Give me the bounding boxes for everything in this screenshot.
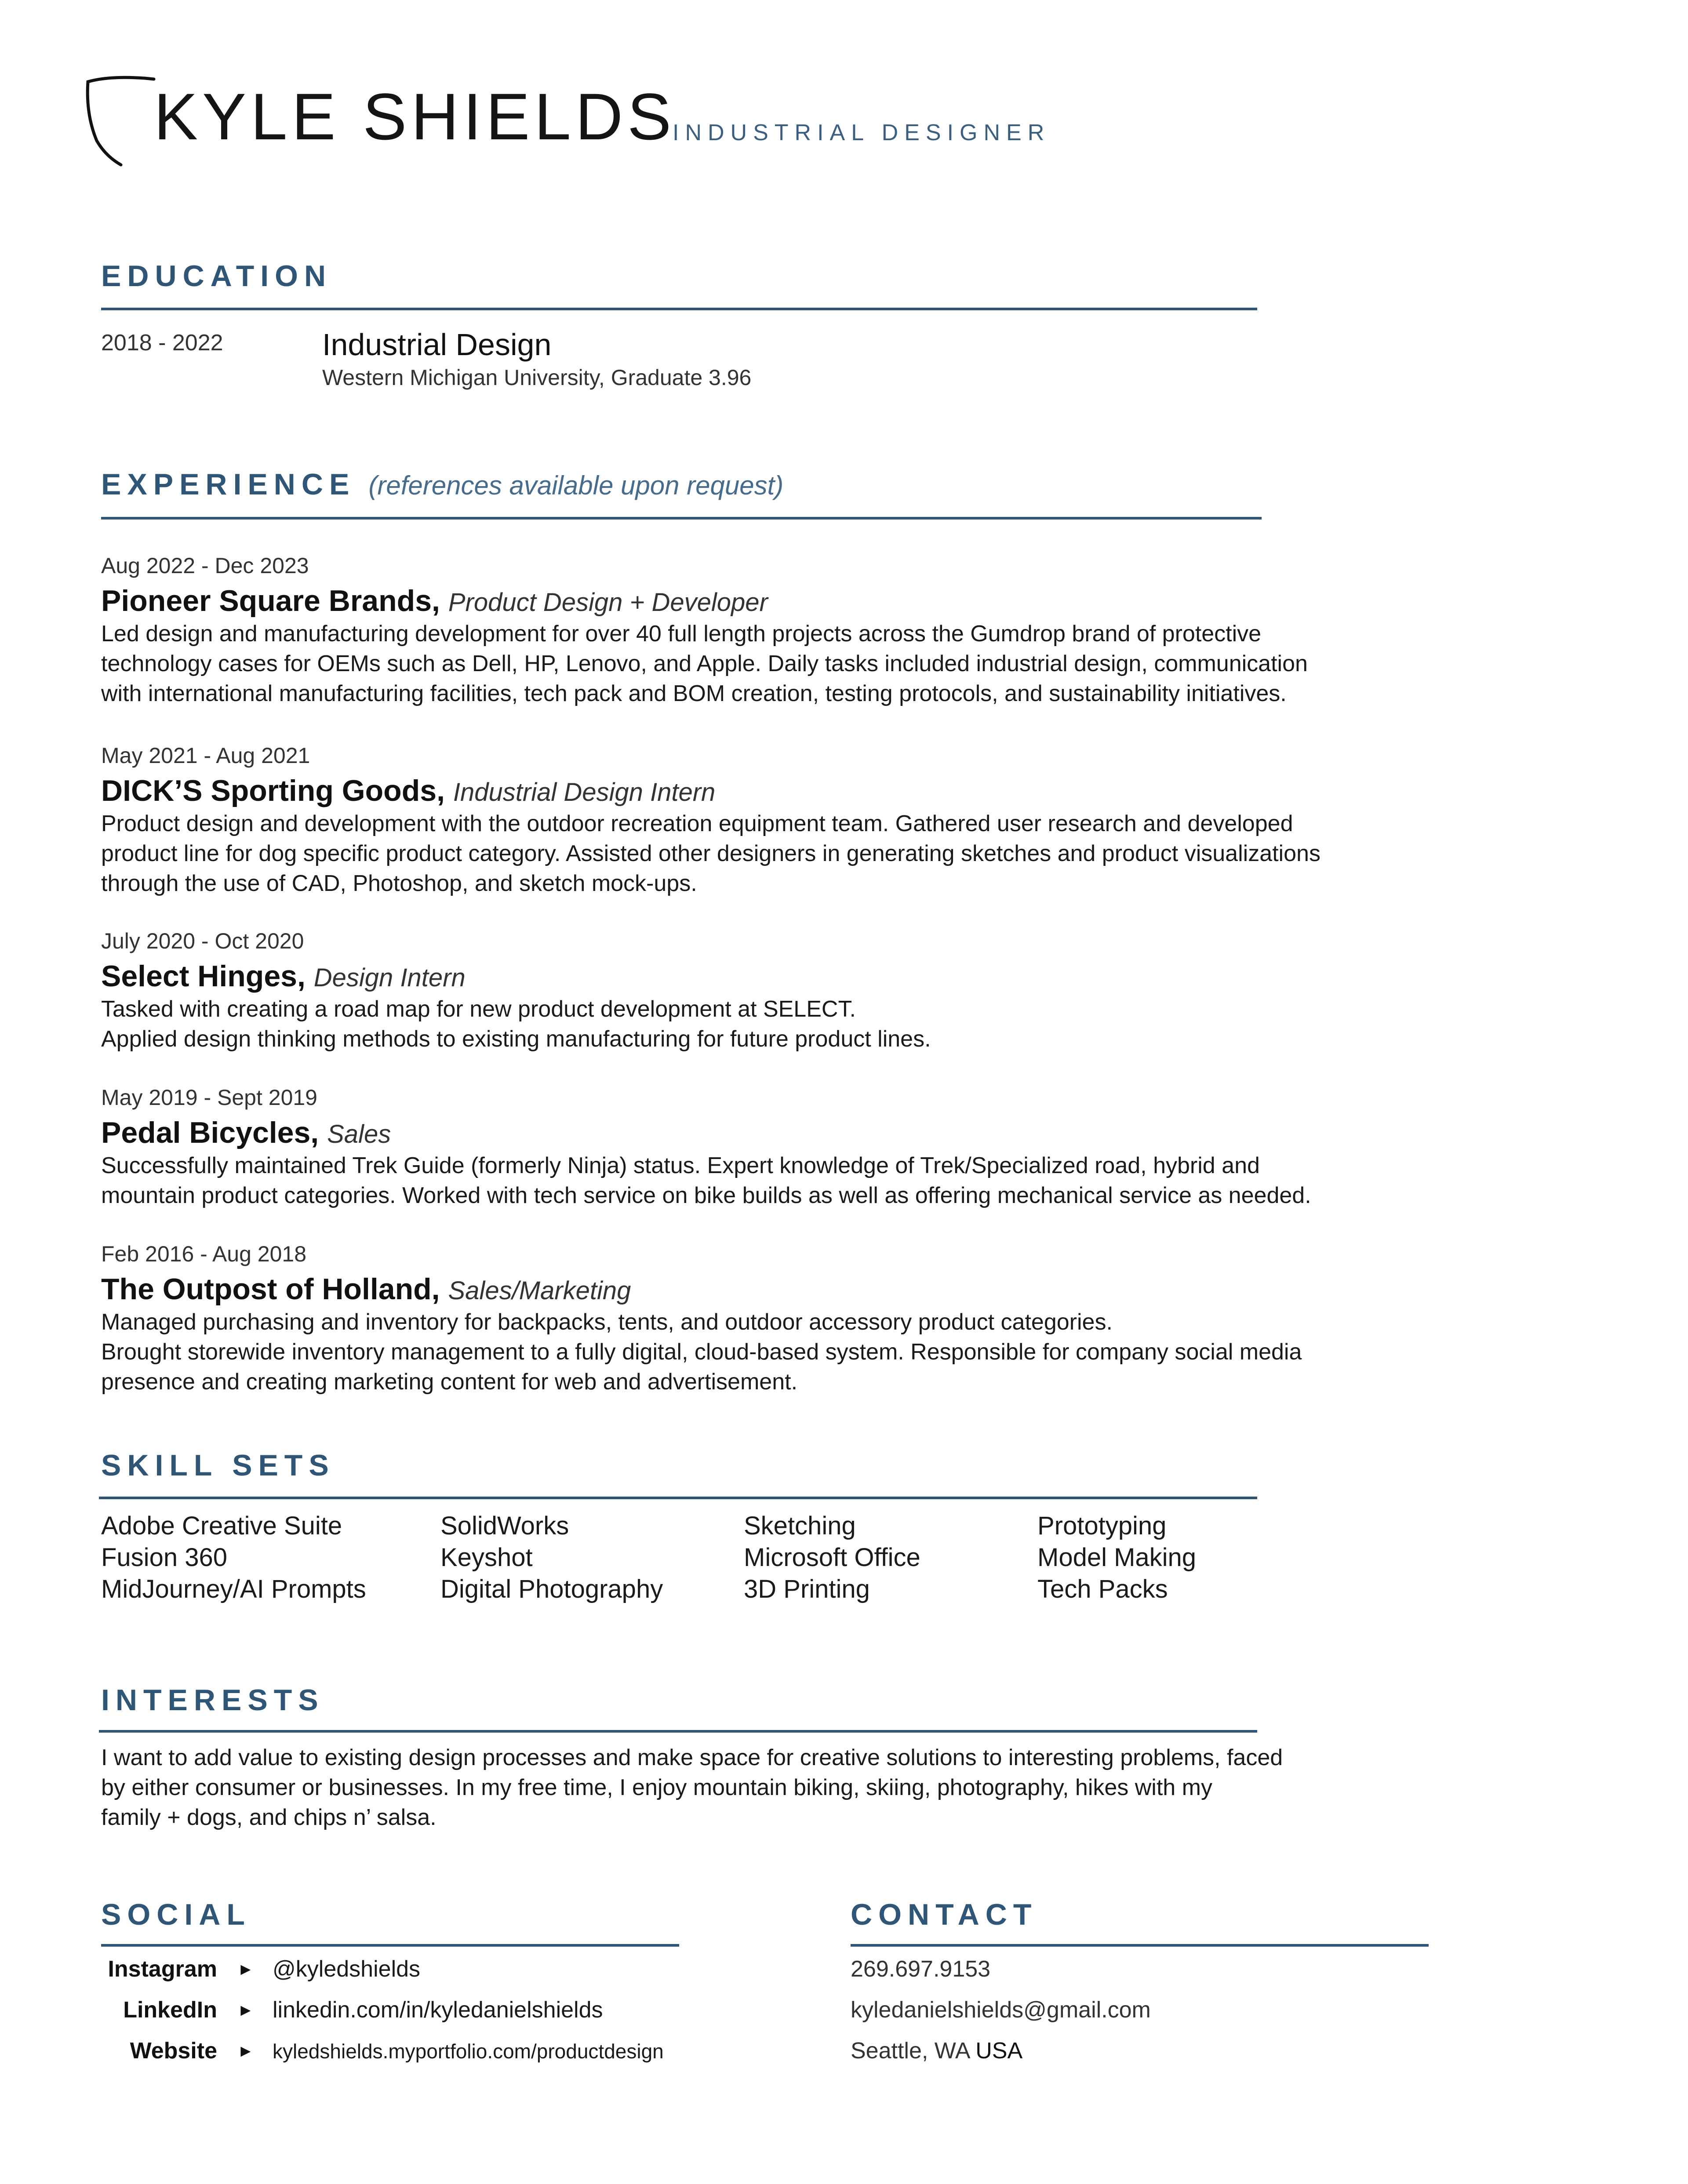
- job-company: The Outpost of Holland,: [101, 1272, 440, 1306]
- skill-item: 3D Printing: [744, 1575, 870, 1603]
- contact-heading: CONTACT: [851, 1898, 1038, 1931]
- job-description-line: Tasked with creating a road map for new product development at SELECT.: [101, 996, 856, 1022]
- contact-phone[interactable]: 269.697.9153: [851, 1956, 991, 1982]
- skills-divider: [99, 1497, 1257, 1499]
- social-link-instagram[interactable]: @kyledshields: [273, 1956, 421, 1982]
- contact-email[interactable]: kyledanielshields@gmail.com: [851, 1997, 1151, 2023]
- job-company: DICK’S Sporting Goods,: [101, 774, 445, 807]
- skill-item: MidJourney/AI Prompts: [101, 1575, 366, 1603]
- job-company: Pedal Bicycles,: [101, 1116, 319, 1149]
- job-description-line: Successfully maintained Trek Guide (formerly Ninja) status. Expert knowledge of Trek/Specialized road, hybrid and: [101, 1153, 1260, 1178]
- interests-line: I want to add value to existing design processes and make space for creative solutions to interesting problems, faced: [101, 1745, 1283, 1770]
- job-dates: May 2019 - Sept 2019: [101, 1085, 317, 1110]
- education-degree: Industrial Design: [322, 327, 552, 362]
- job-description-line: product line for dog specific product category. Assisted other designers in generating sketches and product visualizations: [101, 841, 1321, 866]
- skills-column: [440, 1510, 663, 1605]
- education-divider: [101, 308, 1257, 310]
- social-heading: SOCIAL: [101, 1898, 251, 1931]
- social-link-website[interactable]: kyledshields.myportfolio.com/productdesign: [273, 2040, 664, 2063]
- education-dates: 2018 - 2022: [101, 330, 223, 356]
- skills-heading: SKILL SETS: [101, 1449, 335, 1482]
- contact-country: USA: [975, 2038, 1023, 2064]
- job-description: [101, 1151, 1508, 1210]
- job-description: [101, 994, 1508, 1054]
- skill-item: SolidWorks: [440, 1512, 569, 1540]
- interests-line: by either consumer or businesses. In my free time, I enjoy mountain biking, skiing, photography, hikes with my: [101, 1775, 1212, 1800]
- job-role: Sales/Marketing: [448, 1276, 631, 1305]
- interests-text: [101, 1743, 1283, 1832]
- job-title: [101, 959, 466, 993]
- skill-item: Microsoft Office: [744, 1543, 920, 1572]
- arrow-right-icon: ►: [237, 2001, 254, 2020]
- skill-item: Adobe Creative Suite: [101, 1512, 342, 1540]
- job-dates: Aug 2022 - Dec 2023: [101, 553, 309, 578]
- social-label-linkedin: LinkedIn: [123, 1997, 217, 2023]
- skill-item: Digital Photography: [440, 1575, 663, 1603]
- resume-subtitle: INDUSTRIAL DESIGNER: [673, 120, 1051, 145]
- contact-location: [851, 2038, 1022, 2064]
- experience-divider: [101, 517, 1262, 520]
- arrow-right-icon: ►: [237, 2042, 254, 2060]
- job-role: Sales: [327, 1120, 391, 1148]
- experience-heading-text: EXPERIENCE: [101, 468, 356, 501]
- job-dates: Feb 2016 - Aug 2018: [101, 1242, 307, 1266]
- experience-note: (references available upon request): [368, 471, 784, 500]
- job-description-line: Applied design thinking methods to existing manufacturing for future product lines.: [101, 1026, 931, 1052]
- skills-column: [1037, 1510, 1196, 1605]
- job-dates: May 2021 - Aug 2021: [101, 743, 310, 768]
- social-label-instagram: Instagram: [108, 1956, 217, 1982]
- job-description-line: mountain product categories. Worked with tech service on bike builds as well as offering mechanical service as needed.: [101, 1183, 1311, 1208]
- job-description-line: Brought storewide inventory management to a fully digital, cloud-based system. Responsible for company social media: [101, 1339, 1302, 1365]
- education-school: Western Michigan University, Graduate 3.96: [322, 365, 752, 390]
- job-description-line: technology cases for OEMs such as Dell, HP, Lenovo, and Apple. Daily tasks included industrial design, communication: [101, 651, 1308, 676]
- job-title: [101, 774, 715, 808]
- interests-line: family + dogs, and chips n’ salsa.: [101, 1805, 437, 1830]
- job-role: Product Design + Developer: [448, 588, 768, 617]
- job-company: Select Hinges,: [101, 959, 306, 993]
- skill-item: Prototyping: [1037, 1512, 1167, 1540]
- job-description-line: Led design and manufacturing development for over 40 full length projects across the Gumdrop brand of protective: [101, 621, 1262, 647]
- skill-item: Fusion 360: [101, 1543, 227, 1572]
- arrow-right-icon: ►: [237, 1960, 254, 1979]
- social-link-linkedin[interactable]: linkedin.com/in/kyledanielshields: [273, 1997, 603, 2023]
- experience-heading: [101, 469, 783, 499]
- job-role: Industrial Design Intern: [453, 778, 716, 807]
- job-description: [101, 619, 1508, 709]
- skill-item: Model Making: [1037, 1543, 1197, 1572]
- job-company: Pioneer Square Brands,: [101, 584, 440, 618]
- job-title: [101, 584, 768, 618]
- education-heading: EDUCATION: [101, 259, 332, 293]
- social-divider: [101, 1944, 679, 1947]
- job-description: [101, 1307, 1508, 1397]
- skill-item: Sketching: [744, 1512, 856, 1540]
- job-description: [101, 809, 1508, 898]
- job-description-line: Product design and development with the outdoor recreation equipment team. Gathered user research and developed: [101, 811, 1293, 836]
- job-description-line: Managed purchasing and inventory for backpacks, tents, and outdoor accessory product categories.: [101, 1309, 1113, 1335]
- job-description-line: with international manufacturing facilities, tech pack and BOM creation, testing protocols, and sustainability initiatives.: [101, 681, 1287, 706]
- job-dates: July 2020 - Oct 2020: [101, 929, 304, 953]
- logo-mark-icon: [84, 75, 158, 167]
- job-description-line: presence and creating marketing content for web and advertisement.: [101, 1369, 798, 1395]
- contact-city: Seattle, WA: [851, 2038, 969, 2064]
- interests-heading: INTERESTS: [101, 1683, 324, 1717]
- skills-column: [101, 1510, 366, 1605]
- job-role: Design Intern: [313, 963, 466, 992]
- contact-divider: [851, 1944, 1429, 1947]
- interests-divider: [99, 1730, 1257, 1733]
- skill-item: Keyshot: [440, 1543, 533, 1572]
- job-title: [101, 1272, 631, 1306]
- resume-name: KYLE SHIELDS: [154, 80, 676, 153]
- skill-item: Tech Packs: [1037, 1575, 1168, 1603]
- skills-column: [744, 1510, 920, 1605]
- job-description-line: through the use of CAD, Photoshop, and sketch mock-ups.: [101, 871, 697, 896]
- job-title: [101, 1116, 391, 1150]
- social-label-website: Website: [130, 2038, 217, 2064]
